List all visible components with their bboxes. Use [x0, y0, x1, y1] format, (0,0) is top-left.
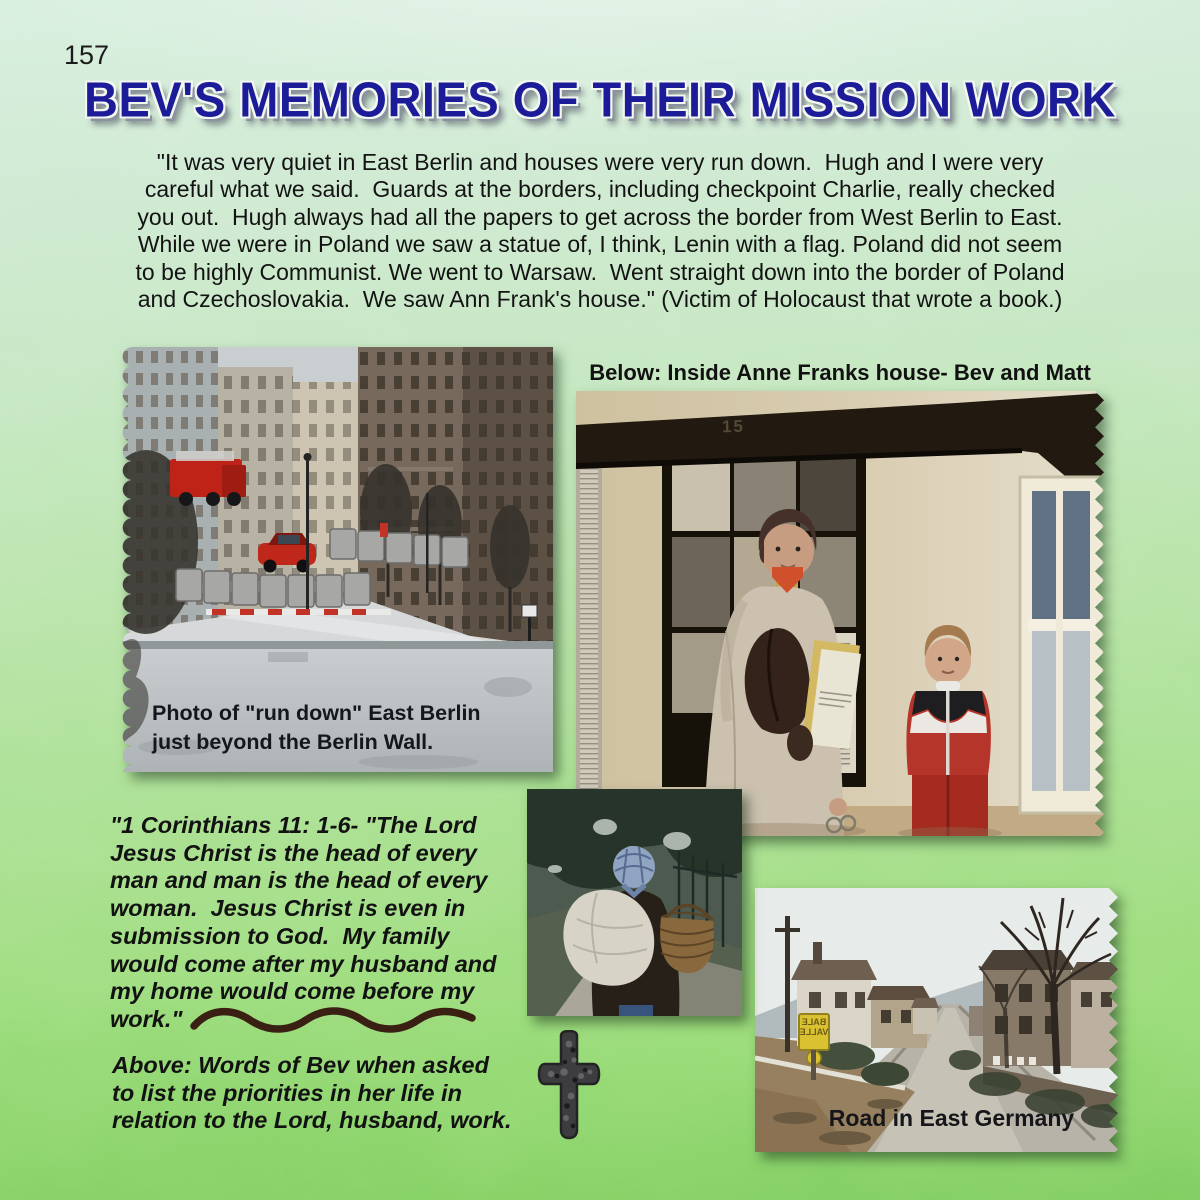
photo-headscarf-woman — [527, 789, 742, 1016]
quote-line: submission to God. My family — [110, 922, 450, 949]
squiggle-flourish-icon — [188, 1004, 478, 1034]
attribution-line: to list the priorities in her life in — [112, 1079, 462, 1106]
anne-frank-photo-heading: Below: Inside Anne Franks house- Bev and Matt — [589, 360, 1091, 385]
east-berlin-caption-line: Photo of "run down" East Berlin — [152, 701, 481, 725]
corinthians-quote — [110, 812, 497, 1034]
memory-line: While we were in Poland we saw a statue of, I think, Lenin with a flag. Poland did not seem — [137, 231, 1063, 258]
quote-line: my home would come before my — [110, 978, 475, 1005]
village-sign-line: VALLE — [799, 1027, 829, 1037]
memory-line: and Czechoslovakia. We saw Ann Frank's house." (Victim of Holocaust that wrote a book.) — [137, 286, 1063, 313]
village-sign-line: BALE — [801, 1017, 827, 1027]
page-number: 157 — [64, 40, 110, 70]
photo-road-east-germany — [755, 888, 1118, 1152]
east-berlin-caption-line: just beyond the Berlin Wall. — [152, 730, 434, 754]
quote-line: "1 Corinthians 11: 1-6- "The Lord — [110, 812, 477, 838]
attribution-line: relation to the Lord, husband, work. — [112, 1107, 512, 1134]
headscarf-woman-art — [527, 789, 742, 1016]
beam-number-label: 15 — [721, 416, 746, 437]
attribution-line: Above: Words of Bev when asked — [112, 1052, 489, 1078]
quote-line: woman. Jesus Christ is even in — [110, 895, 466, 922]
quote-line: work." — [110, 1005, 183, 1032]
quote-line: would come after my husband and — [110, 950, 497, 977]
memory-paragraph — [0, 149, 1200, 313]
memory-line: "It was very quiet in East Berlin and houses were very run down. Hugh and I were very — [156, 149, 1044, 175]
photo-anne-frank-print — [576, 391, 1104, 836]
anne-frank-interior-art — [576, 391, 1104, 836]
attribution-text — [112, 1052, 512, 1135]
cross-icon — [537, 1030, 601, 1140]
road-photo-caption: Road in East Germany — [828, 1105, 1075, 1131]
east-berlin-caption — [152, 699, 481, 757]
quote-line: Jesus Christ is the head of every — [110, 839, 478, 866]
village-sign-label — [799, 1017, 829, 1037]
page-title: BEV'S MEMORIES OF THEIR MISSION WORK — [84, 71, 1116, 128]
photo-east-berlin — [118, 347, 553, 772]
memory-line: you out. Hugh always had all the papers to get across the border from West Berlin to East. — [137, 203, 1063, 230]
quote-line: man and man is the head of every — [110, 867, 488, 894]
photo-anne-frank-house — [576, 391, 1104, 836]
memory-line: careful what we said. Guards at the borders, including checkpoint Charlie, really checked — [144, 176, 1056, 203]
memory-line: to be highly Communist. We went to Warsaw. Went straight down into the border of Poland — [135, 258, 1065, 285]
